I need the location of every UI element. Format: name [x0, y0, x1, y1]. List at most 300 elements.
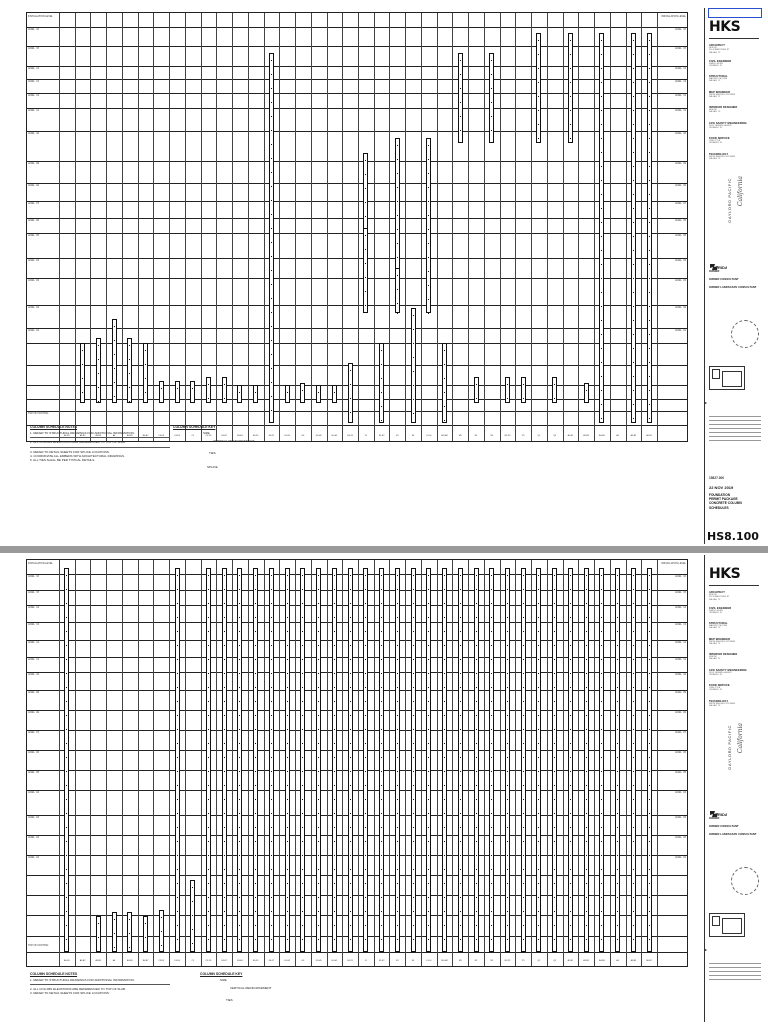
- consultant-role: ARCHITECT: [709, 591, 725, 594]
- schedule-notes-2: [30, 972, 170, 995]
- column-elevation: [159, 910, 164, 952]
- column-elevation: [253, 568, 258, 952]
- level-label: LEVEL 05: [674, 771, 686, 774]
- grid-reference: M5: [458, 960, 462, 962]
- grid-reference: G1-G2: [284, 960, 291, 962]
- consultant-entry: [709, 700, 761, 708]
- consultant-line: SMITH SEECKEL SYSTEMS: [709, 155, 736, 158]
- grid-reference: A3-B3: [599, 435, 605, 437]
- column-divider: [75, 560, 76, 966]
- grid-reference: C5-D5: [205, 435, 212, 437]
- column-elevation: [332, 568, 337, 952]
- consultant-line: DALLAS, TX: [709, 95, 721, 98]
- column-elevation: [127, 338, 132, 403]
- column-elevation: [175, 568, 180, 952]
- owner-block: [709, 270, 761, 289]
- grid-reference: A1-B1: [64, 960, 70, 962]
- level-label: LEVEL 08: [674, 711, 686, 714]
- note-b1: 1. REFER TO STRUCTURAL DRAWINGS FOR ADDITIONAL INFORMATION.: [30, 978, 135, 982]
- note-2: 2. ALL COLUMN ELEVATIONS ARE REFERENCED TO TOP OF SLAB.: [30, 440, 126, 445]
- level-label: LEVEL 09: [674, 162, 686, 165]
- consultant-entry: [709, 153, 761, 161]
- level-label: LEVEL 15: [28, 47, 40, 50]
- column-elevation: [316, 385, 321, 403]
- consultant-line: 350 N SAINT PAUL ST: [709, 596, 730, 599]
- column-divider: [264, 13, 265, 441]
- column-divider: [626, 13, 627, 441]
- column-divider: [500, 560, 501, 966]
- consultant-line: KIMLEY-HORN: [709, 62, 723, 65]
- consultant-role: MEP ENGINEER: [709, 637, 731, 641]
- column-divider: [421, 13, 422, 441]
- drawing-sheet-top: [8, 6, 768, 546]
- column-divider: [389, 560, 390, 966]
- level-line: [27, 93, 687, 94]
- consultant-line: DALLAS, TX: [709, 627, 721, 630]
- consultant-line: DALLAS, TX: [709, 658, 721, 661]
- column-elevation: [237, 385, 242, 403]
- consultant-line: DALLAS, TX: [709, 598, 721, 601]
- column-elevation: [379, 343, 384, 423]
- column-divider: [185, 13, 186, 441]
- grid-reference: Q3: [553, 960, 557, 962]
- column-divider: [500, 13, 501, 441]
- grid-reference: K1-K2: [378, 960, 385, 962]
- column-elevation: [615, 568, 620, 952]
- level-label: LEVEL 11: [674, 658, 686, 661]
- level-label: LEVEL 13: [28, 623, 40, 626]
- consultant-line: DALLAS, TX: [709, 80, 721, 83]
- grid-reference: K3: [396, 960, 399, 962]
- column-elevation: [631, 568, 636, 952]
- consultant-line: HKS INC: [709, 109, 718, 111]
- brand-script: California: [737, 176, 744, 207]
- brand-script-2: California: [737, 723, 744, 754]
- grid-reference: Q3: [553, 435, 557, 437]
- key-splice: SPLICE: [207, 465, 218, 469]
- column-divider: [59, 560, 60, 966]
- consultant-role: STRUCTURAL: [709, 75, 728, 78]
- grid-reference: A5-B5: [127, 960, 133, 962]
- consultant-entry: [709, 60, 761, 68]
- column-elevation: [112, 319, 117, 403]
- consultant-role: INTERIOR DESIGNER: [709, 653, 738, 656]
- column-divider: [138, 560, 139, 966]
- level-label: LEVEL 03: [28, 816, 40, 819]
- column-divider: [311, 560, 312, 966]
- consultant-line: DALLAS, TX: [709, 51, 721, 54]
- level-label: LEVEL 10: [28, 673, 40, 676]
- column-elevation: [269, 53, 274, 423]
- footing-label: TOP OF FOOTING: [28, 412, 49, 415]
- column-divider: [641, 560, 642, 966]
- column-divider: [563, 13, 564, 441]
- grid-reference: C5: [191, 960, 195, 962]
- grid-reference: N2: [490, 960, 494, 962]
- grid-reference: A4: [616, 435, 619, 437]
- grid-reference: H1-H2: [331, 960, 338, 962]
- grid-reference: L5-L6: [426, 960, 432, 962]
- level-label: LEVEL 11: [674, 109, 686, 112]
- column-divider: [279, 560, 280, 966]
- level-label: LEVEL 04: [674, 259, 686, 262]
- level-label: LEVEL 06: [28, 751, 40, 754]
- column-elevation: [411, 308, 416, 423]
- column-divider: [358, 560, 359, 966]
- owner-landscape-2: OWNER LANDSCAPE CONSULTANT: [709, 832, 757, 836]
- consultant-entry: [709, 684, 761, 692]
- column-divider: [594, 560, 595, 966]
- level-label: LEVEL 02: [28, 836, 40, 839]
- level-label: LEVEL 10: [674, 132, 686, 135]
- level-label: LEVEL 04: [674, 791, 686, 794]
- level-label: LEVEL 02: [28, 306, 40, 309]
- consultant-entry: [709, 122, 761, 130]
- level-line: [27, 108, 687, 109]
- level-line: [27, 183, 687, 184]
- consultant-line: SMITH SEECKEL SYSTEMS: [709, 702, 736, 705]
- level-label: LEVEL 12: [28, 94, 40, 97]
- consultant-line: 350 N SAINT PAUL ST: [709, 49, 730, 52]
- level-label: LEVEL 06: [674, 751, 686, 754]
- grid-reference: G3: [301, 960, 305, 962]
- grid-reference: C4-D4: [174, 435, 180, 437]
- level-label: LEVEL 16: [674, 575, 686, 578]
- grid-reference: A4: [616, 960, 619, 962]
- level-label: LEVEL 14: [28, 606, 40, 609]
- column-elevation: [222, 377, 227, 403]
- grid-reference: K1-K2: [378, 435, 385, 437]
- level-label: LEVEL 15: [674, 47, 686, 50]
- consultant-line: KIMLEY-HORN: [709, 609, 723, 612]
- level-line: [27, 278, 687, 279]
- project-number: 15627.000: [709, 476, 725, 480]
- consultant-role: FOOD SERVICE: [709, 684, 730, 687]
- level-label: LEVEL 12: [674, 94, 686, 97]
- grid-reference: M3-M4: [441, 435, 448, 437]
- grid-reference: D6-D7: [221, 435, 228, 437]
- level-label: LEVEL 07: [28, 202, 40, 205]
- owner-consultant: OWNER CONSULTANT: [709, 277, 739, 281]
- column-elevation: [300, 383, 305, 403]
- grid-reference: A3-B3: [95, 960, 102, 962]
- install-level-label-left: INSTALLATION LEVEL: [28, 15, 53, 18]
- consultant-role: INTERIOR DESIGNER: [709, 106, 738, 109]
- column-divider: [201, 560, 202, 966]
- key-vert: VERTICAL REINFORCEMENT: [213, 439, 255, 443]
- consultant-line: ROLF JENSEN & ASSOC: [709, 124, 733, 127]
- notes-title: COLUMN SCHEDULE NOTES: [30, 425, 78, 429]
- grid-reference: H3-J3: [347, 960, 353, 962]
- column-elevation: [363, 568, 368, 952]
- consultant-line: SMITH SEECKEL SYSTEMS: [709, 93, 736, 96]
- note-b2: 2. ALL COLUMN ELEVATIONS ARE REFERENCED TO TOP OF SLAB.: [30, 987, 126, 992]
- level-label: LEVEL 07: [28, 731, 40, 734]
- column-divider: [75, 13, 76, 441]
- column-elevation: [316, 568, 321, 952]
- column-divider: [342, 13, 343, 441]
- column-elevation: [442, 568, 447, 952]
- grid-reference: K3: [396, 435, 399, 437]
- title-line-1: FOUNDATION: [709, 493, 731, 497]
- consultant-entry: [709, 591, 761, 601]
- column-elevation: [96, 916, 101, 952]
- consultant-line: ORLANDO, FL: [709, 142, 723, 145]
- grid-reference: P5: [522, 960, 525, 962]
- column-elevation: [505, 377, 510, 403]
- owner-logo-icon-2: [709, 805, 727, 817]
- column-divider: [578, 560, 579, 966]
- column-elevation: [237, 568, 242, 952]
- grid-reference: N2: [490, 435, 494, 437]
- grid-reference: C3-D3: [158, 435, 165, 437]
- column-schedule-grid-2: [26, 559, 688, 967]
- column-elevation: [584, 568, 589, 952]
- title-block: [704, 8, 764, 544]
- column-divider: [185, 560, 186, 966]
- grid-reference: C3-D3: [158, 960, 165, 962]
- column-elevation: [96, 338, 101, 403]
- install-level-label-right: INSTALLATION LEVEL: [661, 15, 686, 18]
- grid-reference: B6-B7: [646, 435, 652, 437]
- grid-reference: A5-B5: [127, 435, 133, 437]
- grid-reference: E3-E4: [237, 960, 243, 962]
- consultant-line: CINI-LITTLE: [709, 687, 721, 689]
- column-divider: [641, 13, 642, 441]
- note-b3: 3. REFER TO DETAIL SHEETS FOR SPLICE LOCATIONS.: [30, 991, 110, 996]
- owner-consultant-2: OWNER CONSULTANT: [709, 824, 739, 828]
- column-divider: [248, 13, 249, 441]
- grid-reference: G3: [301, 435, 305, 437]
- grid-reference: P5: [522, 435, 525, 437]
- consultant-line: DALLAS, TX: [709, 642, 721, 645]
- column-elevation: [521, 568, 526, 952]
- column-elevation: [206, 568, 211, 952]
- consultant-role: CIVIL ENGINEER: [709, 606, 732, 610]
- level-label: LEVEL 14: [674, 67, 686, 70]
- column-elevation: [206, 377, 211, 403]
- grid-reference: K4: [411, 960, 415, 962]
- column-divider: [358, 13, 359, 441]
- grid-reference: D6-D7: [221, 960, 228, 962]
- column-elevation: [552, 377, 557, 403]
- level-label: LEVEL 01: [28, 856, 40, 859]
- grid-reference: A4: [112, 960, 116, 962]
- revision-stamp-box: [708, 8, 762, 18]
- consultant-entry: [709, 622, 761, 630]
- north-arrow-icon-2: ▸: [705, 947, 708, 952]
- grid-reference: M3-M4: [441, 960, 448, 962]
- level-label: LEVEL 06: [28, 219, 40, 222]
- consultant-line: CINI-LITTLE: [709, 140, 721, 142]
- column-divider: [106, 13, 107, 441]
- column-elevation: [599, 568, 604, 952]
- column-elevation: [379, 568, 384, 952]
- level-label: LEVEL 08: [28, 184, 40, 187]
- level-label: LEVEL 15: [28, 591, 40, 594]
- grid-reference: A5-B5: [630, 435, 637, 437]
- consultant-line: DALLAS, TX: [709, 111, 721, 114]
- level-label: LEVEL 09: [28, 162, 40, 165]
- svg-text:RIDA: RIDA: [718, 265, 727, 270]
- key-ties-2: TIES: [226, 998, 233, 1002]
- issue-date: 22 NOV 2019: [709, 485, 734, 490]
- consultant-line: HKS INC: [709, 47, 718, 49]
- level-label: LEVEL 11: [28, 658, 40, 661]
- level-label: LEVEL 13: [674, 80, 686, 83]
- level-label: LEVEL 03: [674, 279, 686, 282]
- firm-logo-2: HKS: [709, 566, 741, 582]
- level-line: [27, 411, 687, 412]
- column-divider: [216, 13, 217, 441]
- level-label: LEVEL 05: [674, 234, 686, 237]
- column-divider: [515, 560, 516, 966]
- footing-label-2: TOP OF FOOTING: [28, 944, 49, 947]
- column-divider: [327, 560, 328, 966]
- column-divider: [437, 13, 438, 441]
- column-elevation: [647, 568, 652, 952]
- column-elevation: [332, 385, 337, 403]
- consultant-line: ORLANDO, FL: [709, 689, 723, 692]
- level-line: [27, 66, 687, 67]
- grid-reference: A5-B5: [630, 960, 637, 962]
- firm-logo: HKS: [709, 19, 741, 35]
- column-divider: [405, 13, 406, 441]
- level-line: [27, 201, 687, 202]
- consultant-role: LIFE SAFETY ENGINEERING: [709, 121, 747, 125]
- column-elevation: [458, 568, 463, 952]
- column-elevation: [64, 568, 69, 952]
- owner-heading: OWNER: [709, 270, 720, 273]
- grid-reference: J5: [364, 435, 367, 437]
- grid-reference: E5-F5: [252, 960, 259, 962]
- column-divider: [421, 560, 422, 966]
- consultant-role: TECHNOLOGY: [709, 699, 729, 703]
- column-elevation: [80, 343, 85, 403]
- column-divider: [248, 560, 249, 966]
- consultant-role: FOOD SERVICE: [709, 137, 730, 140]
- column-divider: [374, 560, 375, 966]
- grid-reference: A4: [112, 435, 116, 437]
- level-label: LEVEL 13: [28, 80, 40, 83]
- level-label: LEVEL 16: [674, 28, 686, 31]
- consultant-entry: [709, 669, 761, 677]
- grid-reference: A2-B2: [583, 960, 589, 962]
- grid-reference: B6-B7: [646, 960, 652, 962]
- column-divider: [122, 560, 123, 966]
- column-divider: [59, 13, 60, 441]
- brand-vertical-2: GAYLORD PACIFIC: [727, 725, 732, 770]
- grid-reference: A1-B1: [567, 435, 574, 437]
- consultant-role: MEP ENGINEER: [709, 90, 731, 94]
- note-1: 1. REFER TO STRUCTURAL DRAWINGS FOR ADDITIONAL INFORMATION.: [30, 431, 135, 435]
- consultant-line: ORLANDO, FL: [709, 673, 723, 676]
- level-label: LEVEL 01: [674, 856, 686, 859]
- column-divider: [531, 13, 532, 441]
- grid-reference: Q1: [537, 960, 541, 962]
- column-divider: [232, 560, 233, 966]
- column-divider: [547, 13, 548, 441]
- column-elevation: [285, 385, 290, 403]
- level-label: LEVEL 12: [28, 641, 40, 644]
- brand-vertical: GAYLORD PACIFIC: [727, 178, 732, 223]
- level-label: LEVEL 01: [674, 329, 686, 332]
- column-elevation: [458, 53, 463, 143]
- title-block-2: [704, 555, 764, 1022]
- column-divider: [122, 13, 123, 441]
- column-elevation: [112, 912, 117, 952]
- grid-reference: N1: [474, 435, 478, 437]
- consultant-role: CIVIL ENGINEER: [709, 59, 732, 63]
- level-label: LEVEL 11: [28, 109, 40, 112]
- column-divider: [106, 560, 107, 966]
- schedule-notes: [30, 425, 170, 462]
- column-divider: [578, 13, 579, 441]
- level-label: LEVEL 13: [674, 623, 686, 626]
- column-divider: [484, 13, 485, 441]
- column-divider: [610, 560, 611, 966]
- column-divider: [153, 13, 154, 441]
- level-line: [27, 131, 687, 132]
- level-label: LEVEL 10: [674, 673, 686, 676]
- column-elevation: [631, 33, 636, 423]
- column-elevation: [584, 383, 589, 403]
- level-label: LEVEL 01: [28, 329, 40, 332]
- column-elevation: [190, 381, 195, 403]
- grid-reference: N3-P3: [504, 435, 511, 437]
- column-elevation: [143, 916, 148, 952]
- column-elevation: [552, 568, 557, 952]
- column-divider: [374, 13, 375, 441]
- key-size: SIZE: [203, 431, 210, 435]
- column-divider: [610, 13, 611, 441]
- column-elevation: [190, 880, 195, 952]
- consultant-role: LIFE SAFETY ENGINEERING: [709, 668, 747, 672]
- grid-reference: L5-L6: [426, 435, 432, 437]
- column-elevation: [348, 363, 353, 423]
- key-plan-2: [709, 913, 745, 937]
- key-title-2: COLUMN SCHEDULE KEY: [200, 972, 243, 976]
- grid-reference: E3-E4: [237, 435, 243, 437]
- grid-reference: A3-B3: [599, 960, 605, 962]
- consultant-line: ORLANDO, FL: [709, 611, 723, 614]
- grid-reference: H1-H2: [331, 435, 338, 437]
- grid-reference: F6-F7: [268, 960, 275, 962]
- grid-reference: A2-B2: [79, 960, 86, 962]
- grid-reference: A2-B2: [583, 435, 589, 437]
- engineer-seal-2: [731, 867, 759, 895]
- column-elevation: [175, 381, 180, 403]
- consultant-entry: [709, 638, 761, 646]
- title-line-2: PERMIT PACKAGE: [709, 497, 738, 502]
- consultant-line: DALLAS, TX: [709, 704, 721, 707]
- grid-reference: E5-F5: [252, 435, 259, 437]
- consultant-line: WALTER P MOORE: [709, 78, 728, 80]
- level-label: LEVEL 16: [28, 575, 40, 578]
- column-elevation: [568, 33, 573, 143]
- column-elevation: [127, 912, 132, 952]
- column-divider: [437, 560, 438, 966]
- column-elevation: [536, 568, 541, 952]
- column-elevation: [363, 228, 368, 313]
- grid-reference: A1-B1: [567, 960, 574, 962]
- grid-reference: G5-H5: [315, 960, 322, 962]
- level-label: LEVEL 05: [28, 234, 40, 237]
- grid-reference: K4: [411, 435, 415, 437]
- install-level-label-right-2: INSTALLATION LEVEL: [661, 562, 686, 565]
- column-divider: [547, 560, 548, 966]
- level-line: [27, 343, 687, 344]
